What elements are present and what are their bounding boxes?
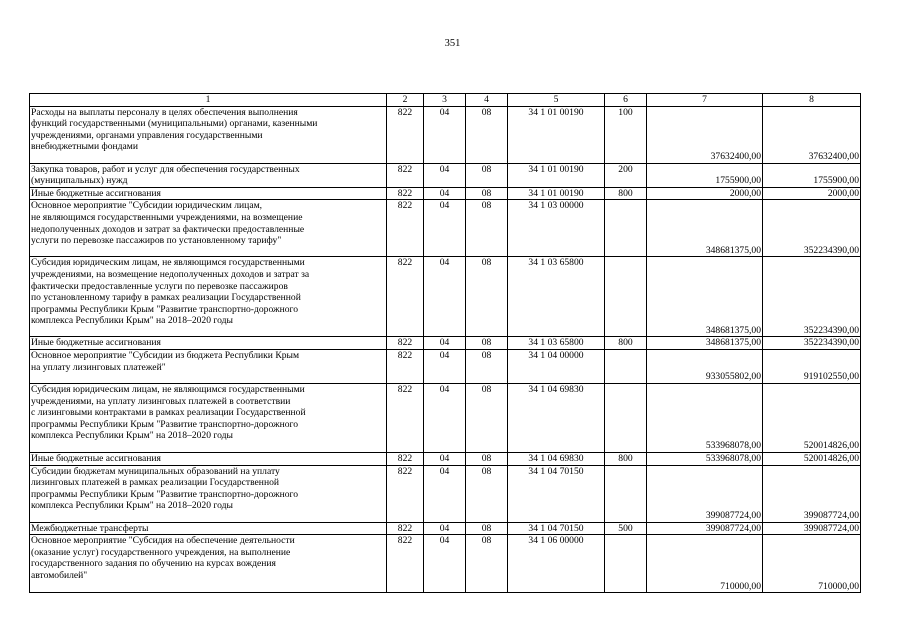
table-row — [30, 106, 861, 163]
description-cell: Расходы на выплаты персоналу в целях обеспечения выполнения функций государственными (муниципальными) органами, казенными учреждениями, органами управления государственными внебюджетными фондами — [30, 106, 387, 163]
subsection-code-cell: 08 — [466, 535, 508, 593]
description-cell: Основное мероприятие "Субсидии из бюджета Республики Крым на уплату лизинговых платежей" — [30, 349, 387, 383]
expense-type-cell — [605, 383, 647, 452]
section-code-cell: 04 — [424, 106, 466, 163]
description-cell: Иные бюджетные ассигнования — [30, 452, 387, 465]
description-cell: Закупка товаров, работ и услуг для обеспечения государственных (муниципальных) нужд — [30, 163, 387, 187]
description-cell: Иные бюджетные ассигнования — [30, 337, 387, 350]
section-code-cell: 04 — [424, 452, 466, 465]
amount-year1-cell: 533968078,00 — [647, 452, 763, 465]
header-row — [30, 94, 861, 107]
subsection-code-cell: 08 — [466, 200, 508, 257]
target-article-cell: 34 1 01 00190 — [508, 163, 605, 187]
section-code-cell: 04 — [424, 383, 466, 452]
subsection-code-cell: 08 — [466, 465, 508, 522]
target-article-cell: 34 1 04 69830 — [508, 383, 605, 452]
section-code-cell: 04 — [424, 337, 466, 350]
amount-year2-cell: 1755900,00 — [763, 163, 861, 187]
header-cell: 3 — [424, 94, 466, 107]
header-cell: 4 — [466, 94, 508, 107]
expense-type-cell — [605, 535, 647, 593]
table-row — [30, 163, 861, 187]
header-cell: 2 — [387, 94, 424, 107]
amount-year1-cell: 2000,00 — [647, 187, 763, 200]
amount-year1-cell: 348681375,00 — [647, 257, 763, 337]
table-row — [30, 337, 861, 350]
amount-year2-cell: 352234390,00 — [763, 257, 861, 337]
section-code-cell: 04 — [424, 187, 466, 200]
ministry-code-cell: 822 — [387, 187, 424, 200]
header-cell: 5 — [508, 94, 605, 107]
subsection-code-cell: 08 — [466, 337, 508, 350]
target-article-cell: 34 1 03 65800 — [508, 337, 605, 350]
subsection-code-cell: 08 — [466, 106, 508, 163]
expense-type-cell: 800 — [605, 337, 647, 350]
header-cell: 7 — [647, 94, 763, 107]
section-code-cell: 04 — [424, 465, 466, 522]
amount-year2-cell: 37632400,00 — [763, 106, 861, 163]
amount-year1-cell: 399087724,00 — [647, 465, 763, 522]
header-cell: 1 — [30, 94, 387, 107]
ministry-code-cell: 822 — [387, 349, 424, 383]
amount-year1-cell: 348681375,00 — [647, 337, 763, 350]
ministry-code-cell: 822 — [387, 383, 424, 452]
description-cell: Основное мероприятие "Субсидии юридическим лицам, не являющимся государственными учреждениями, на возмещение недополученных доходов и затрат за фактически предоставленные услуги по перевозке пассажиров по установленному тарифу" — [30, 200, 387, 257]
target-article-cell: 34 1 04 70150 — [508, 522, 605, 535]
description-cell: Иные бюджетные ассигнования — [30, 187, 387, 200]
table-row — [30, 349, 861, 383]
ministry-code-cell: 822 — [387, 465, 424, 522]
ministry-code-cell: 822 — [387, 337, 424, 350]
target-article-cell: 34 1 03 65800 — [508, 257, 605, 337]
target-article-cell: 34 1 03 00000 — [508, 200, 605, 257]
expense-type-cell — [605, 465, 647, 522]
section-code-cell: 04 — [424, 349, 466, 383]
section-code-cell: 04 — [424, 163, 466, 187]
description-cell: Межбюджетные трансферты — [30, 522, 387, 535]
expense-type-cell — [605, 349, 647, 383]
expense-type-cell: 800 — [605, 452, 647, 465]
amount-year2-cell: 2000,00 — [763, 187, 861, 200]
table-row — [30, 187, 861, 200]
expense-type-cell: 500 — [605, 522, 647, 535]
target-article-cell: 34 1 06 00000 — [508, 535, 605, 593]
ministry-code-cell: 822 — [387, 535, 424, 593]
table-body — [30, 94, 861, 593]
amount-year1-cell: 1755900,00 — [647, 163, 763, 187]
amount-year2-cell: 919102550,00 — [763, 349, 861, 383]
expense-type-cell: 100 — [605, 106, 647, 163]
table-row — [30, 452, 861, 465]
subsection-code-cell: 08 — [466, 163, 508, 187]
table-row — [30, 200, 861, 257]
expense-type-cell: 800 — [605, 187, 647, 200]
subsection-code-cell: 08 — [466, 522, 508, 535]
amount-year1-cell: 533968078,00 — [647, 383, 763, 452]
expense-type-cell — [605, 200, 647, 257]
amount-year2-cell: 520014826,00 — [763, 452, 861, 465]
amount-year1-cell: 399087724,00 — [647, 522, 763, 535]
amount-year2-cell: 352234390,00 — [763, 200, 861, 257]
budget-table — [29, 93, 861, 593]
amount-year2-cell: 352234390,00 — [763, 337, 861, 350]
subsection-code-cell: 08 — [466, 349, 508, 383]
table-row — [30, 465, 861, 522]
section-code-cell: 04 — [424, 522, 466, 535]
table-row — [30, 257, 861, 337]
amount-year1-cell: 348681375,00 — [647, 200, 763, 257]
table-row — [30, 522, 861, 535]
subsection-code-cell: 08 — [466, 257, 508, 337]
description-cell: Субсидии бюджетам муниципальных образований на уплату лизинговых платежей в рамках реализации Государственной программы Республики Крым "Развитие транспортно-дорожного комплекса Республики Крым" на 2018–2020 годы — [30, 465, 387, 522]
table-row — [30, 383, 861, 452]
description-cell: Субсидия юридическим лицам, не являющимся государственными учреждениями, на уплату лизинговых платежей в соответствии с лизинговыми контрактами в рамках реализации Государственной программы Республики Крым "Развитие транспортно-дорожного комплекса Республики Крым" на 2018–2020 годы — [30, 383, 387, 452]
description-cell: Основное мероприятие "Субсидия на обеспечение деятельности (оказание услуг) государственного учреждения, на выполнение государственного задания по обучению на курсах вождения автомобилей" — [30, 535, 387, 593]
table-row — [30, 535, 861, 593]
header-cell: 6 — [605, 94, 647, 107]
ministry-code-cell: 822 — [387, 257, 424, 337]
ministry-code-cell: 822 — [387, 200, 424, 257]
header-cell: 8 — [763, 94, 861, 107]
expense-type-cell — [605, 257, 647, 337]
target-article-cell: 34 1 01 00190 — [508, 106, 605, 163]
amount-year1-cell: 37632400,00 — [647, 106, 763, 163]
section-code-cell: 04 — [424, 200, 466, 257]
amount-year1-cell: 933055802,00 — [647, 349, 763, 383]
amount-year2-cell: 710000,00 — [763, 535, 861, 593]
section-code-cell: 04 — [424, 535, 466, 593]
subsection-code-cell: 08 — [466, 187, 508, 200]
amount-year2-cell: 520014826,00 — [763, 383, 861, 452]
target-article-cell: 34 1 01 00190 — [508, 187, 605, 200]
ministry-code-cell: 822 — [387, 522, 424, 535]
amount-year1-cell: 710000,00 — [647, 535, 763, 593]
section-code-cell: 04 — [424, 257, 466, 337]
ministry-code-cell: 822 — [387, 163, 424, 187]
amount-year2-cell: 399087724,00 — [763, 465, 861, 522]
target-article-cell: 34 1 04 70150 — [508, 465, 605, 522]
subsection-code-cell: 08 — [466, 383, 508, 452]
ministry-code-cell: 822 — [387, 106, 424, 163]
description-cell: Субсидия юридическим лицам, не являющимся государственными учреждениями, на возмещение недополученных доходов и затрат за фактически предоставленные услуги по перевозке пассажиров по установленному тарифу в рамках реализации Государственной программы Республики Крым "Развитие транспортно-дорожного комплекса Республики Крым" на 2018–2020 годы — [30, 257, 387, 337]
subsection-code-cell: 08 — [466, 452, 508, 465]
target-article-cell: 34 1 04 00000 — [508, 349, 605, 383]
target-article-cell: 34 1 04 69830 — [508, 452, 605, 465]
amount-year2-cell: 399087724,00 — [763, 522, 861, 535]
ministry-code-cell: 822 — [387, 452, 424, 465]
expense-type-cell: 200 — [605, 163, 647, 187]
page-number: 351 — [444, 38, 461, 49]
